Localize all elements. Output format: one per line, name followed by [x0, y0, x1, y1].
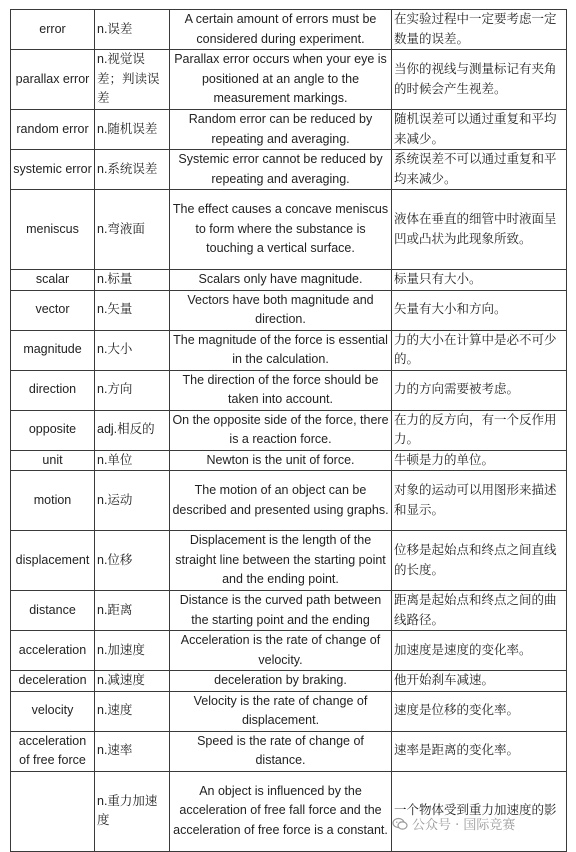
english-example-cell: Random error can be reduced by repeating and averaging.	[170, 110, 392, 150]
watermark-text: 公众号 · 国际竞赛	[412, 818, 516, 833]
part-of-speech-cell: n.速度	[95, 691, 170, 731]
part-of-speech-cell: n.视觉误差；判读误差	[95, 50, 170, 110]
term-cell: velocity	[11, 691, 95, 731]
table-row	[11, 110, 567, 150]
chinese-translation-cell: 在力的反方向，有一个反作用力。	[392, 410, 567, 450]
chinese-translation-cell: 随机误差可以通过重复和平均来减少。	[392, 110, 567, 150]
english-example-cell: Acceleration is the rate of change of velocity.	[170, 631, 392, 671]
term-cell: displacement	[11, 531, 95, 591]
chinese-translation-cell: 一个物体受到重力加速度的影	[392, 771, 567, 851]
table-row	[11, 631, 567, 671]
term-cell: systemic error	[11, 150, 95, 190]
chinese-translation-cell: 液体在垂直的细管中时液面呈凹或凸状为此现象所致。	[392, 190, 567, 270]
table-row	[11, 671, 567, 692]
term-cell: motion	[11, 471, 95, 531]
table-row	[11, 591, 567, 631]
part-of-speech-cell: adj.相反的	[95, 410, 170, 450]
table-row	[11, 330, 567, 370]
english-example-cell: On the opposite side of the force, there is a reaction force.	[170, 410, 392, 450]
table-row	[11, 190, 567, 270]
part-of-speech-cell: n.单位	[95, 450, 170, 471]
term-cell: opposite	[11, 410, 95, 450]
table-row	[11, 531, 567, 591]
watermark	[392, 814, 515, 833]
table-row	[11, 471, 567, 531]
term-cell: scalar	[11, 270, 95, 291]
english-example-cell: Velocity is the rate of change of displacement.	[170, 691, 392, 731]
term-cell: acceleration	[11, 631, 95, 671]
table-row	[11, 270, 567, 291]
table-row	[11, 691, 567, 731]
english-example-cell: Vectors have both magnitude and direction.	[170, 290, 392, 330]
table-row	[11, 150, 567, 190]
english-example-cell: The direction of the force should be taken into account.	[170, 370, 392, 410]
chinese-translation-cell: 位移是起始点和终点之间直线的长度。	[392, 531, 567, 591]
wechat-icon	[392, 816, 408, 832]
term-cell: magnitude	[11, 330, 95, 370]
english-example-cell: The effect causes a concave meniscus to form where the substance is touching a vertical surface.	[170, 190, 392, 270]
chinese-translation-cell: 力的方向需要被考虑。	[392, 370, 567, 410]
english-example-cell: Scalars only have magnitude.	[170, 270, 392, 291]
english-example-cell: Parallax error occurs when your eye is positioned at an angle to the measurement markings.	[170, 50, 392, 110]
chinese-translation-cell: 他开始刹车减速。	[392, 671, 567, 692]
table-row	[11, 410, 567, 450]
term-cell: error	[11, 10, 95, 50]
part-of-speech-cell: n.减速度	[95, 671, 170, 692]
english-example-cell: An object is influenced by the acceleration of free fall force and the acceleration of free force is a constant.	[170, 771, 392, 851]
term-cell: deceleration	[11, 671, 95, 692]
term-cell: random error	[11, 110, 95, 150]
part-of-speech-cell: n.加速度	[95, 631, 170, 671]
chinese-translation-cell: 标量只有大小。	[392, 270, 567, 291]
english-example-cell: The magnitude of the force is essential in the calculation.	[170, 330, 392, 370]
table-row	[11, 370, 567, 410]
part-of-speech-cell: n.大小	[95, 330, 170, 370]
term-cell: meniscus	[11, 190, 95, 270]
chinese-translation-cell: 对象的运动可以用图形来描述和显示。	[392, 471, 567, 531]
part-of-speech-cell: n.随机误差	[95, 110, 170, 150]
table-row	[11, 771, 567, 851]
term-cell: parallax error	[11, 50, 95, 110]
term-cell: acceleration of free force	[11, 731, 95, 771]
english-example-cell: A certain amount of errors must be considered during experiment.	[170, 10, 392, 50]
part-of-speech-cell: n.矢量	[95, 290, 170, 330]
english-example-cell: deceleration by braking.	[170, 671, 392, 692]
table-row	[11, 450, 567, 471]
part-of-speech-cell: n.运动	[95, 471, 170, 531]
part-of-speech-cell: n.弯液面	[95, 190, 170, 270]
vocab-table-container	[10, 9, 566, 852]
english-example-cell: The motion of an object can be described and presented using graphs.	[170, 471, 392, 531]
english-example-cell: Distance is the curved path between the starting point and the ending	[170, 591, 392, 631]
table-row	[11, 290, 567, 330]
english-example-cell: Systemic error cannot be reduced by repeating and averaging.	[170, 150, 392, 190]
term-cell: direction	[11, 370, 95, 410]
english-example-cell: Speed is the rate of change of distance.	[170, 731, 392, 771]
chinese-translation-cell: 距离是起始点和终点之间的曲线路径。	[392, 591, 567, 631]
term-cell: distance	[11, 591, 95, 631]
part-of-speech-cell: n.误差	[95, 10, 170, 50]
part-of-speech-cell: n.标量	[95, 270, 170, 291]
part-of-speech-cell: n.重力加速度	[95, 771, 170, 851]
part-of-speech-cell: n.距离	[95, 591, 170, 631]
english-example-cell: Newton is the unit of force.	[170, 450, 392, 471]
chinese-translation-cell: 力的大小在计算中是必不可少的。	[392, 330, 567, 370]
chinese-translation-cell: 速度是位移的变化率。	[392, 691, 567, 731]
chinese-translation-cell: 系统误差不可以通过重复和平均来减少。	[392, 150, 567, 190]
part-of-speech-cell: n.速率	[95, 731, 170, 771]
chinese-translation-cell: 速率是距离的变化率。	[392, 731, 567, 771]
chinese-translation-cell: 加速度是速度的变化率。	[392, 631, 567, 671]
chinese-translation-cell: 牛顿是力的单位。	[392, 450, 567, 471]
chinese-translation-cell: 在实验过程中一定要考虑一定数量的误差。	[392, 10, 567, 50]
table-row	[11, 731, 567, 771]
english-example-cell: Displacement is the length of the straight line between the starting point and the ending point.	[170, 531, 392, 591]
table-row	[11, 10, 567, 50]
table-row	[11, 50, 567, 110]
term-cell: vector	[11, 290, 95, 330]
chinese-translation-cell: 矢量有大小和方向。	[392, 290, 567, 330]
part-of-speech-cell: n.位移	[95, 531, 170, 591]
term-cell	[11, 771, 95, 851]
part-of-speech-cell: n.系统误差	[95, 150, 170, 190]
vocab-table	[10, 9, 567, 852]
part-of-speech-cell: n.方向	[95, 370, 170, 410]
chinese-translation-cell: 当你的视线与测量标记有夹角的时候会产生视差。	[392, 50, 567, 110]
term-cell: unit	[11, 450, 95, 471]
